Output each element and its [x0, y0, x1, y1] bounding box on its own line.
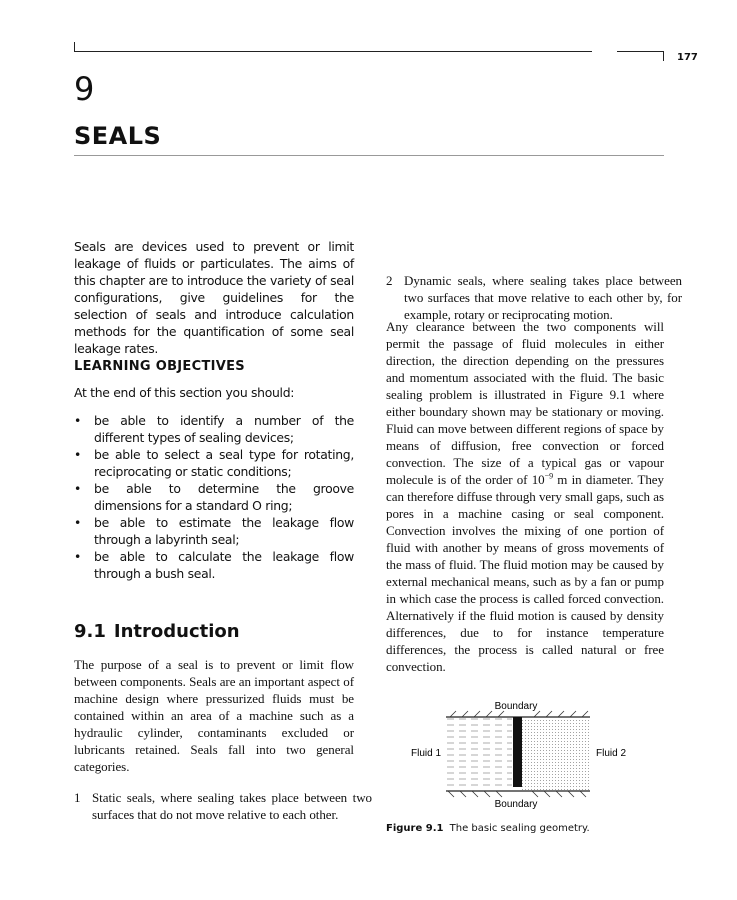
- boundary-top-label: Boundary: [494, 701, 538, 712]
- category-text: Dynamic seals, where sealing takes place between two surfaces that move relative to each other by, for example, rotary or reciprocating motion.: [404, 273, 682, 322]
- learning-objectives-heading: LEARNING OBJECTIVES: [74, 359, 245, 374]
- header-tick-right: [663, 51, 664, 61]
- category-number: 2: [386, 273, 393, 288]
- figure-caption-text: The basic sealing geometry.: [449, 823, 590, 834]
- header-rule-right: [617, 51, 663, 52]
- chapter-abstract: Seals are devices used to prevent or limit leakage of fluids or particulates. The aims of this chapter are to introduce the variety of seal configurations, give guidelines for the selection of seals and introduce calculation methods for the quantification of some seal leakage rates.: [74, 239, 354, 356]
- page-number: 177: [677, 52, 698, 63]
- figure-sealing-geometry: [386, 698, 664, 818]
- figure-label: Figure 9.1: [386, 823, 444, 834]
- paragraph-text-a: Any clearance between the two components will permit the passage of fluid molecules in either direction, the direction depending on the pressures and momentum associated with the fluid. The basic sealing problem is illustrated in Figure 9.1 where either boundary shown may be stationary or moving. Fluid can move between different regions of space by means of diffusion, free convection or forced convection. The size of a typical gas or vapour molecule is of the order of 10: [386, 319, 664, 487]
- seal-block: [513, 717, 522, 787]
- header-rule-left: [74, 51, 592, 52]
- learning-objective-item: • be able to estimate the leakage flow through a labyrinth seal;: [74, 514, 354, 548]
- learning-objective-item: • be able to determine the groove dimensions for a standard O ring;: [74, 480, 354, 514]
- category-number: 1: [74, 790, 81, 805]
- fluid-2-label: Fluid 2: [596, 748, 627, 759]
- learning-objectives-list: [74, 412, 354, 582]
- chapter-number: 9: [74, 70, 95, 108]
- section-heading: [74, 621, 240, 642]
- fluid-1-region: [446, 718, 512, 790]
- fluid-1-label: Fluid 1: [411, 748, 442, 759]
- section-number: 9.1: [74, 621, 106, 642]
- exponent: −9: [544, 471, 554, 481]
- bottom-wall-hatching: [448, 791, 586, 797]
- figure-caption: [386, 823, 590, 834]
- sealing-geometry-diagram: [386, 698, 664, 818]
- category-item-dynamic: [386, 272, 682, 323]
- sealing-problem-paragraph: [386, 318, 664, 675]
- title-rule: [74, 155, 664, 156]
- category-text: Static seals, where sealing takes place between two surfaces that do not move relative to each other.: [92, 790, 372, 822]
- boundary-bottom-label: Boundary: [494, 799, 538, 810]
- learning-objectives-intro: At the end of this section you should:: [74, 385, 295, 400]
- category-item-static: [74, 789, 372, 823]
- learning-objective-item: • be able to calculate the leakage flow through a bush seal.: [74, 548, 354, 582]
- chapter-title: SEALS: [74, 122, 162, 150]
- intro-paragraph: The purpose of a seal is to prevent or limit flow between components. Seals are an important aspect of machine design where pressurized fluids must be contained within an area of a machine such as a hydraulic cylinder, contaminants excluded or lubricants retained. Seals fall into two general categories.: [74, 657, 354, 774]
- section-title: Introduction: [113, 621, 240, 642]
- fluid-2-region: [522, 718, 590, 790]
- paragraph-text-b: m in diameter. They can therefore diffuse through very small gaps, such as pores in a machine casing or seal component. Convection involves the mixing of one portion of fluid with another by means of gross movements of the mass of fluid. The fluid motion may be caused by external mechanical means, such as by a fan or pump in which case the process is called forced convection. Alternatively if the fluid motion is caused by density differences, due to for instance temperature differences, the process is called natural or free convection.: [386, 472, 664, 674]
- learning-objective-item: • be able to select a seal type for rotating, reciprocating or static conditions;: [74, 446, 354, 480]
- learning-objective-item: • be able to identify a number of the different types of sealing devices;: [74, 412, 354, 446]
